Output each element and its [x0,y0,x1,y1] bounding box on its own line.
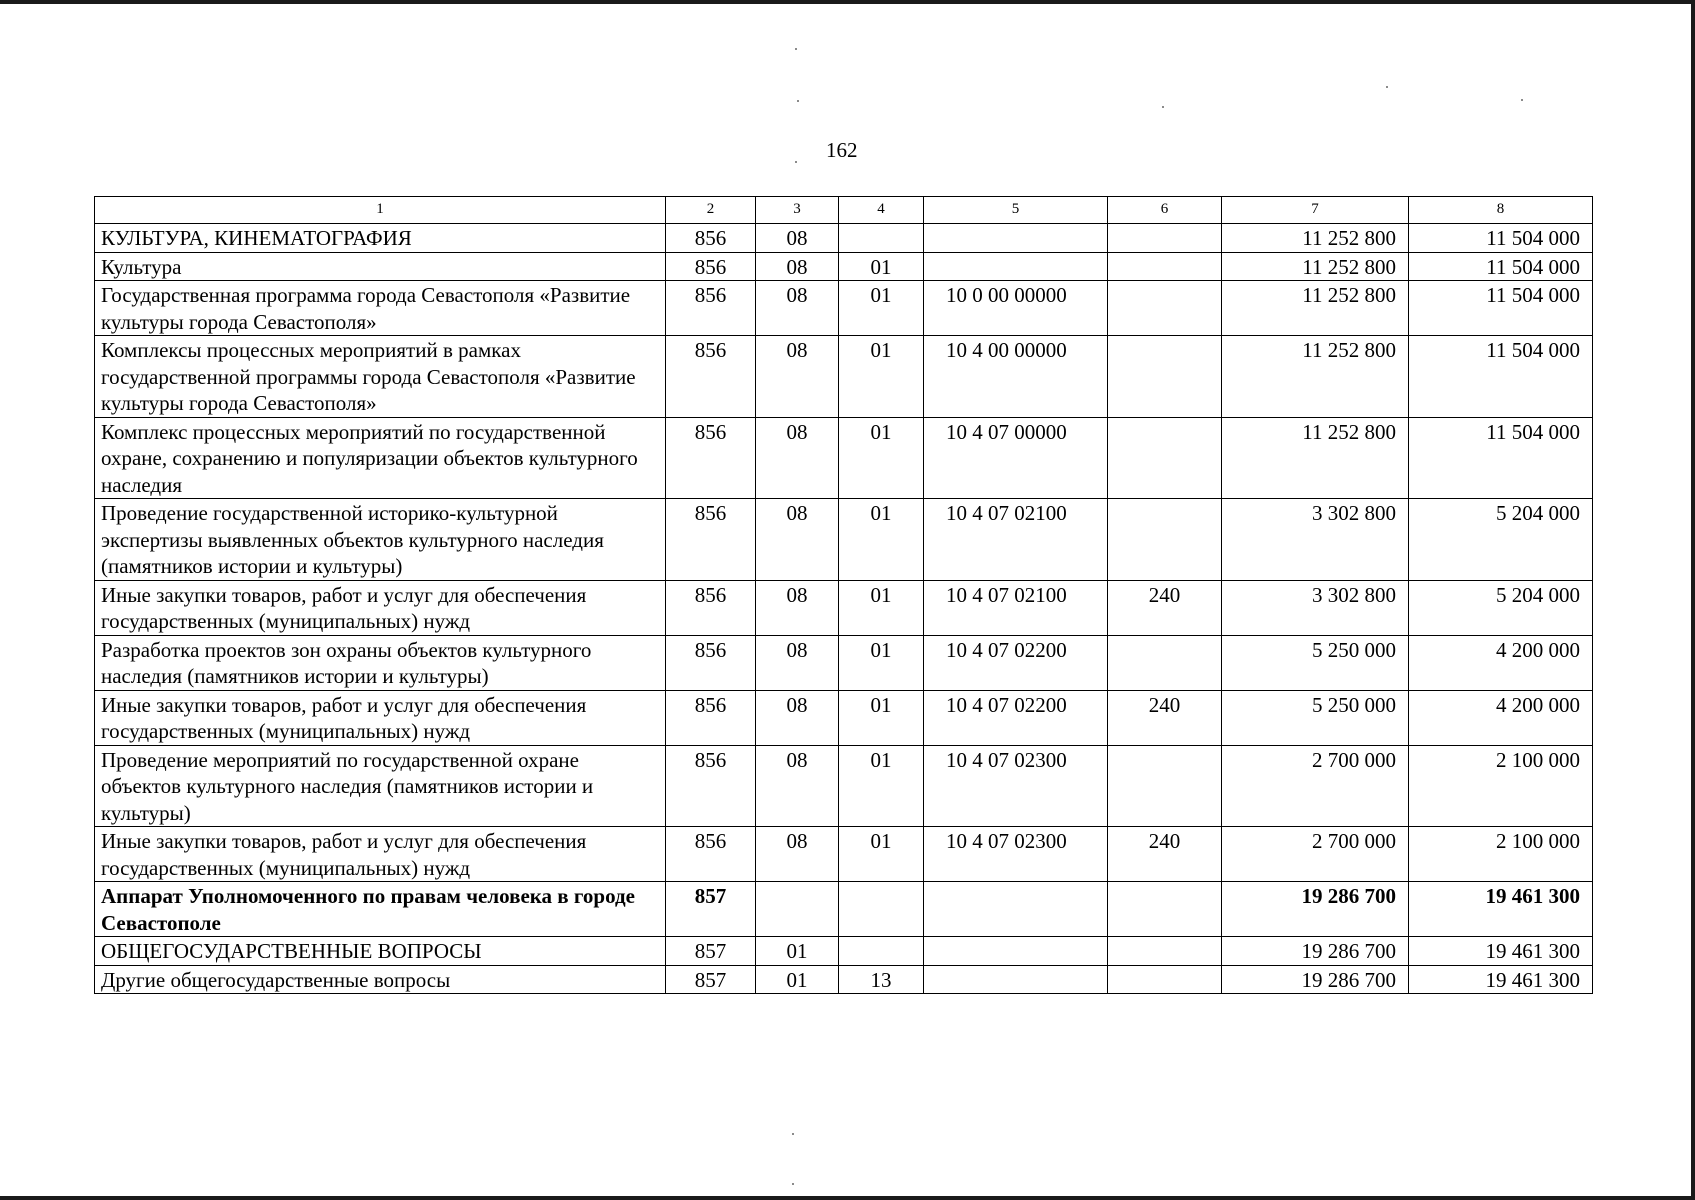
ministry-code: 856 [666,252,756,281]
scan-right-border [1691,0,1695,1200]
target-item-code: 10 4 07 00000 [924,417,1108,499]
table-row [95,745,1593,827]
section-code: 08 [756,580,839,635]
scan-speck [1521,99,1523,101]
column-number: 6 [1108,197,1222,224]
target-item-code [924,252,1108,281]
target-item-code: 10 4 00 00000 [924,336,1108,418]
target-item-code: 10 4 07 02200 [924,690,1108,745]
scan-speck [1386,86,1388,88]
ministry-code: 856 [666,690,756,745]
section-code: 08 [756,224,839,253]
subsection-code [839,882,924,937]
amount-year-1: 19 286 700 [1222,965,1409,994]
ministry-code: 856 [666,224,756,253]
expense-type-code: 240 [1108,827,1222,882]
row-name: Комплексы процессных мероприятий в рамках государственной программы города Севастополя «Развитие культуры города Севастополя» [95,336,666,418]
amount-year-2: 4 200 000 [1409,690,1593,745]
subsection-code: 01 [839,827,924,882]
ministry-code: 857 [666,882,756,937]
ministry-code: 856 [666,336,756,418]
column-number-row [95,197,1593,224]
table-row [95,965,1593,994]
ministry-code: 857 [666,937,756,966]
expense-type-code [1108,965,1222,994]
amount-year-2: 2 100 000 [1409,745,1593,827]
subsection-code [839,937,924,966]
row-name: Иные закупки товаров, работ и услуг для обеспечения государственных (муниципальных) нужд [95,690,666,745]
section-code: 08 [756,745,839,827]
section-code: 08 [756,417,839,499]
amount-year-1: 3 302 800 [1222,580,1409,635]
subsection-code: 01 [839,281,924,336]
target-item-code [924,965,1108,994]
ministry-code: 856 [666,281,756,336]
section-code: 01 [756,965,839,994]
row-name: ОБЩЕГОСУДАРСТВЕННЫЕ ВОПРОСЫ [95,937,666,966]
subsection-code: 01 [839,336,924,418]
subsection-code: 01 [839,252,924,281]
table-row [95,882,1593,937]
expense-type-code [1108,252,1222,281]
table-row [95,224,1593,253]
budget-table [94,196,1593,994]
target-item-code: 10 4 07 02300 [924,745,1108,827]
amount-year-1: 3 302 800 [1222,499,1409,581]
expense-type-code [1108,336,1222,418]
section-code: 08 [756,281,839,336]
amount-year-1: 19 286 700 [1222,937,1409,966]
column-number: 4 [839,197,924,224]
ministry-code: 856 [666,745,756,827]
column-number: 2 [666,197,756,224]
target-item-code: 10 4 07 02200 [924,635,1108,690]
subsection-code: 01 [839,635,924,690]
target-item-code [924,224,1108,253]
subsection-code: 13 [839,965,924,994]
scan-speck [1162,106,1164,108]
subsection-code: 01 [839,745,924,827]
amount-year-1: 11 252 800 [1222,336,1409,418]
expense-type-code [1108,745,1222,827]
section-code: 08 [756,336,839,418]
target-item-code: 10 4 07 02300 [924,827,1108,882]
row-name: КУЛЬТУРА, КИНЕМАТОГРАФИЯ [95,224,666,253]
amount-year-2: 11 504 000 [1409,252,1593,281]
table-row [95,580,1593,635]
amount-year-1: 11 252 800 [1222,224,1409,253]
expense-type-code [1108,224,1222,253]
target-item-code [924,882,1108,937]
expense-type-code [1108,635,1222,690]
table-row [95,336,1593,418]
ministry-code: 856 [666,417,756,499]
scan-speck [792,1183,794,1185]
expense-type-code [1108,937,1222,966]
amount-year-2: 11 504 000 [1409,224,1593,253]
scan-top-border [0,0,1695,4]
scan-speck [795,48,797,50]
section-code: 08 [756,827,839,882]
target-item-code [924,937,1108,966]
amount-year-2: 2 100 000 [1409,827,1593,882]
amount-year-1: 2 700 000 [1222,827,1409,882]
section-code: 01 [756,937,839,966]
subsection-code [839,224,924,253]
section-code: 08 [756,635,839,690]
table-row [95,937,1593,966]
column-number: 1 [95,197,666,224]
scan-speck [797,100,799,102]
ministry-code: 856 [666,827,756,882]
page-number: 162 [826,138,858,162]
row-name: Иные закупки товаров, работ и услуг для обеспечения государственных (муниципальных) нужд [95,827,666,882]
scan-speck [792,1133,794,1135]
amount-year-2: 11 504 000 [1409,281,1593,336]
row-name: Государственная программа города Севастополя «Развитие культуры города Севастополя» [95,281,666,336]
subsection-code: 01 [839,499,924,581]
ministry-code: 856 [666,580,756,635]
amount-year-1: 5 250 000 [1222,635,1409,690]
ministry-code: 856 [666,635,756,690]
section-code: 08 [756,252,839,281]
amount-year-2: 11 504 000 [1409,336,1593,418]
amount-year-1: 2 700 000 [1222,745,1409,827]
expense-type-code: 240 [1108,580,1222,635]
amount-year-1: 11 252 800 [1222,281,1409,336]
target-item-code: 10 4 07 02100 [924,580,1108,635]
amount-year-2: 4 200 000 [1409,635,1593,690]
table-row [95,690,1593,745]
table-row [95,635,1593,690]
section-code: 08 [756,499,839,581]
row-name: Проведение мероприятий по государственной охране объектов культурного наследия (памятников истории и культуры) [95,745,666,827]
row-name: Разработка проектов зон охраны объектов культурного наследия (памятников истории и культуры) [95,635,666,690]
row-name: Культура [95,252,666,281]
column-number: 3 [756,197,839,224]
subsection-code: 01 [839,580,924,635]
amount-year-2: 11 504 000 [1409,417,1593,499]
amount-year-1: 11 252 800 [1222,252,1409,281]
table-row [95,281,1593,336]
column-number: 8 [1409,197,1593,224]
amount-year-2: 19 461 300 [1409,965,1593,994]
amount-year-2: 19 461 300 [1409,882,1593,937]
section-code: 08 [756,690,839,745]
table-row [95,252,1593,281]
table-row [95,417,1593,499]
scan-speck [795,161,797,163]
row-name: Комплекс процессных мероприятий по государственной охране, сохранению и популяризации объектов культурного наследия [95,417,666,499]
subsection-code: 01 [839,690,924,745]
scan-bottom-border [0,1196,1695,1200]
table-row [95,827,1593,882]
expense-type-code [1108,281,1222,336]
row-name: Аппарат Уполномоченного по правам человека в городе Севастополе [95,882,666,937]
table-row [95,499,1593,581]
expense-type-code: 240 [1108,690,1222,745]
ministry-code: 856 [666,499,756,581]
amount-year-2: 19 461 300 [1409,937,1593,966]
amount-year-1: 5 250 000 [1222,690,1409,745]
subsection-code: 01 [839,417,924,499]
amount-year-2: 5 204 000 [1409,499,1593,581]
column-number: 5 [924,197,1108,224]
target-item-code: 10 0 00 00000 [924,281,1108,336]
amount-year-2: 5 204 000 [1409,580,1593,635]
expense-type-code [1108,417,1222,499]
target-item-code: 10 4 07 02100 [924,499,1108,581]
row-name: Другие общегосударственные вопросы [95,965,666,994]
column-number: 7 [1222,197,1409,224]
ministry-code: 857 [666,965,756,994]
row-name: Проведение государственной историко-культурной экспертизы выявленных объектов культурного наследия (памятников истории и культуры) [95,499,666,581]
amount-year-1: 11 252 800 [1222,417,1409,499]
amount-year-1: 19 286 700 [1222,882,1409,937]
expense-type-code [1108,499,1222,581]
row-name: Иные закупки товаров, работ и услуг для обеспечения государственных (муниципальных) нужд [95,580,666,635]
section-code [756,882,839,937]
expense-type-code [1108,882,1222,937]
